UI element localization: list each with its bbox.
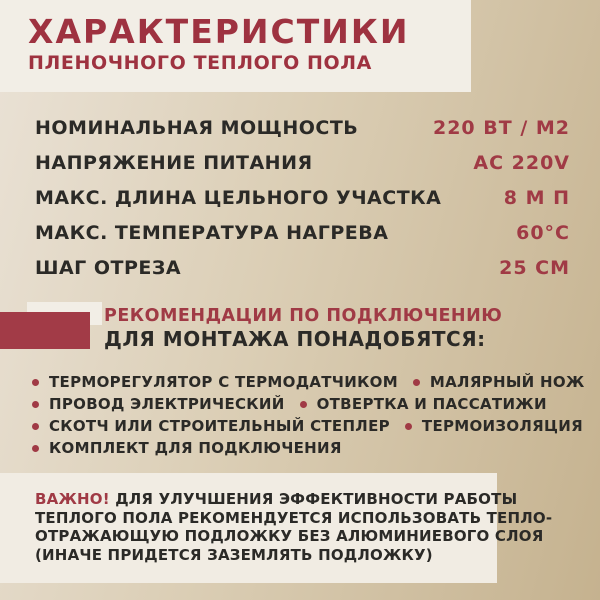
spec-value: 8 М П bbox=[503, 186, 570, 209]
spec-value: 220 ВТ / М2 bbox=[432, 116, 570, 139]
important-line-text: ДЛЯ УЛУЧШЕНИЯ ЭФФЕКТИВНОСТИ РАБОТЫ bbox=[115, 490, 518, 508]
spec-label: ШАГ ОТРЕЗА bbox=[35, 256, 182, 279]
tool-row bbox=[32, 437, 585, 459]
spec-value: AC 220V bbox=[473, 151, 570, 174]
header-panel bbox=[0, 0, 471, 92]
important-line bbox=[35, 490, 518, 509]
bullet-dot-icon bbox=[32, 401, 39, 408]
bullet-dot-icon bbox=[300, 401, 307, 408]
important-line: (ИНАЧЕ ПРИДЕТСЯ ЗАЗЕМЛЯТЬ ПОДЛОЖКУ) bbox=[35, 545, 433, 564]
page-title: ХАРАКТЕРИСТИКИ bbox=[28, 12, 410, 51]
bullet-dot-icon bbox=[32, 379, 39, 386]
bullet-dot-icon bbox=[32, 423, 39, 430]
tool-label: МАЛЯРНЫЙ НОЖ bbox=[429, 373, 585, 391]
important-line: ТЕПЛОГО ПОЛА РЕКОМЕНДУЕТСЯ ИСПОЛЬЗОВАТЬ ТЕПЛО- bbox=[35, 508, 553, 527]
spec-row bbox=[35, 180, 570, 215]
spec-label: МАКС. ДЛИНА ЦЕЛЬНОГО УЧАСТКА bbox=[35, 186, 442, 209]
spec-row bbox=[35, 110, 570, 145]
spec-row bbox=[35, 215, 570, 250]
bullet-dot-icon bbox=[405, 423, 412, 430]
spec-label: МАКС. ТЕМПЕРАТУРА НАГРЕВА bbox=[35, 221, 389, 244]
spec-row bbox=[35, 250, 570, 285]
spec-value: 60°С bbox=[516, 221, 570, 244]
spec-label: НАПРЯЖЕНИЕ ПИТАНИЯ bbox=[35, 151, 313, 174]
page-subtitle: ПЛЕНОЧНОГО ТЕПЛОГО ПОЛА bbox=[28, 52, 372, 74]
specs-list bbox=[35, 110, 570, 285]
tool-row bbox=[32, 415, 585, 437]
tool-row bbox=[32, 393, 585, 415]
important-panel bbox=[0, 473, 553, 583]
important-highlight: ВАЖНО! bbox=[35, 490, 116, 508]
tool-label: ТЕРМОИЗОЛЯЦИЯ bbox=[421, 417, 583, 435]
tool-label: СКОТЧ ИЛИ СТРОИТЕЛЬНЫЙ СТЕПЛЕР bbox=[49, 417, 390, 435]
tools-list bbox=[32, 371, 585, 459]
bullet-dot-icon bbox=[413, 379, 420, 386]
tool-label: ОТВЕРТКА И ПАССАТИЖИ bbox=[316, 395, 547, 413]
tool-label: КОМПЛЕКТ ДЛЯ ПОДКЛЮЧЕНИЯ bbox=[49, 439, 342, 457]
accent-square-red bbox=[0, 312, 90, 349]
tool-row bbox=[32, 371, 585, 393]
section-heading-red: РЕКОМЕНДАЦИИ ПО ПОДКЛЮЧЕНИЮ bbox=[104, 306, 503, 326]
spec-label: НОМИНАЛЬНАЯ МОЩНОСТЬ bbox=[35, 116, 359, 139]
spec-row bbox=[35, 145, 570, 180]
tool-label: ПРОВОД ЭЛЕКТРИЧЕСКИЙ bbox=[49, 395, 285, 413]
important-line: ОТРАЖАЮЩУЮ ПОДЛОЖКУ БЕЗ АЛЮМИНИЕВОГО СЛОЯ bbox=[35, 527, 544, 545]
bullet-dot-icon bbox=[32, 445, 39, 452]
spec-value: 25 СМ bbox=[499, 256, 570, 279]
section-heading-dark: ДЛЯ МОНТАЖА ПОНАДОБЯТСЯ: bbox=[104, 327, 486, 351]
tool-label: ТЕРМОРЕГУЛЯТОР С ТЕРМОДАТЧИКОМ bbox=[49, 373, 398, 391]
